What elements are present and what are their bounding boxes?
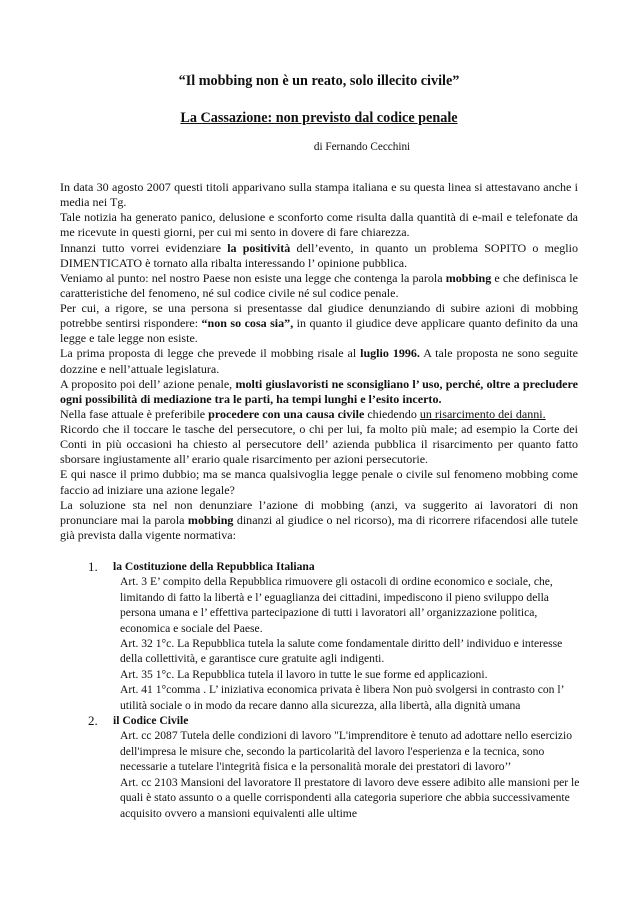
body-paragraph bbox=[60, 180, 578, 210]
body-paragraph bbox=[60, 346, 578, 376]
bold-text: mobbing bbox=[445, 270, 492, 285]
body-paragraph bbox=[60, 241, 578, 271]
document-subtitle: La Cassazione: non previsto dal codice penale bbox=[180, 110, 458, 126]
body-paragraph bbox=[60, 210, 578, 240]
list-text bbox=[120, 574, 583, 713]
paragraph-text: Veniamo al punto: nel nostro Paese non esiste una legge che contenga la parola bbox=[60, 270, 446, 285]
paragraph-text: A proposito poi dell’ azione penale, bbox=[60, 376, 236, 391]
paragraph-text: A tale proposta ne sono seguite dozzine e nell’attuale legislatura. bbox=[60, 346, 579, 376]
bold-text: luglio 1996. bbox=[360, 346, 420, 361]
article-line: Art. cc 2103 Mansioni del lavoratore Il prestatore di lavoro deve essere adibito alle mansioni per le quali è stato assunto o a quelle corrispondenti alla categoria superiore che abbia successivamente acquisito ovvero a mansioni equivalenti alle ultime bbox=[120, 775, 580, 820]
article-body bbox=[60, 180, 578, 543]
author-name: di Fernando Cecchini bbox=[313, 141, 411, 153]
paragraph-text: Per cui, a rigore, se una persona si presentasse dal giudice denunziando di subire azioni di mobbing potrebbe sentirsi rispondere: bbox=[60, 301, 578, 331]
paragraph-text: dinanzi al giudice o nel ricorso), ma di ricorrere rifacendosi alle tutele già prevista dalla vigente normativa: bbox=[60, 512, 578, 542]
article-line: Art. 41 1°comma . L’ iniziativa economica privata è libera Non può svolgersi in contrasto con l’ utilità sociale o in modo da recare danno alla sicurezza, alla libertà, alla dignità umana bbox=[120, 683, 564, 712]
bold-text: la positività bbox=[227, 240, 291, 255]
body-paragraph bbox=[60, 377, 578, 407]
paragraph-text: chiedendo bbox=[364, 406, 420, 421]
article-line: Art. 3 E’ compito della Repubblica rimuovere gli ostacoli di ordine economico e sociale, che, limitando di fatto la libertà e l’ eguaglianza dei cittadini, impediscono il pieno sviluppo della persona umana e l’ effettiva partecipazione di tutti i lavoratori all’ organizzazione politica, economica e sociale del Paese. bbox=[120, 575, 553, 635]
body-paragraph bbox=[60, 301, 578, 346]
author-line bbox=[0, 141, 638, 153]
bold-text: procedere con una causa civile bbox=[208, 406, 365, 421]
bold-text: molti giuslavoristi ne sconsigliano l’ uso, perché, oltre a precludere ogni possibilità di mediazione tra le parti, ha tempi lunghi e l’esito incerto. bbox=[60, 376, 578, 406]
list-number: 1. bbox=[88, 559, 98, 574]
body-paragraph bbox=[60, 407, 578, 422]
paragraph-text: Nella fase attuale è preferibile bbox=[60, 406, 209, 421]
paragraph-text: Ricordo che il toccare le tasche del persecutore, o chi per lui, fa molto più male; ad esempio la Corte dei Conti in più occasioni ha chiesto al persecutore dell’ azienda pubblica il risarcimento per quanto fatto sborsare ingiustamente all’ erario quale risarcimento per azioni persecutorie. bbox=[60, 422, 578, 467]
paragraph-text: La prima proposta di legge che prevede il mobbing risale al bbox=[60, 346, 361, 361]
paragraph-text: dell’evento, in quanto un problema SOPITO o meglio DIMENTICATO è tornato alla ribalta interessando l’ opinione pubblica. bbox=[60, 240, 578, 270]
document-title: “Il mobbing non è un reato, solo illecito civile” bbox=[178, 73, 460, 89]
paragraph-text: In data 30 agosto 2007 questi titoli apparivano sulla stampa italiana e su questa linea si attestavano anche i media nei Tg. bbox=[60, 180, 578, 210]
list-heading: il Codice Civile bbox=[113, 714, 189, 728]
article-line: Art. 32 1°c. La Repubblica tutela la salute come fondamentale diritto dell’ individuo e interesse della collettività, e garantisce cure gratuite agli indigenti. bbox=[120, 637, 563, 666]
paragraph-text: E qui nasce il primo dubbio; ma se manca qualsivoglia legge penale o civile sul fenomeno mobbing come faccio ad iniziare una azione legale? bbox=[60, 467, 578, 497]
paragraph-text: Tale notizia ha generato panico, delusione e sconforto come risulta dalla quantità di e-mail e telefonate da me ricevute in questi giorni, per cui mi sento in dovere di fare chiarezza. bbox=[60, 210, 578, 240]
list-heading: la Costituzione della Repubblica Italiana bbox=[113, 560, 315, 573]
list-item bbox=[88, 713, 583, 821]
paragraph-text: Innanzi tutto vorrei evidenziare bbox=[60, 240, 228, 255]
paragraph-text: e che definisca le caratteristiche del fenomeno, né sul codice civile né sul codice penale. bbox=[60, 270, 578, 300]
body-paragraph bbox=[60, 271, 578, 301]
body-paragraph bbox=[60, 422, 578, 467]
list-number: 2. bbox=[88, 713, 98, 729]
legal-references-list bbox=[88, 559, 583, 821]
paragraph-text: in quanto il giudice deve applicare quanto definito da una legge e tale legge non esiste. bbox=[60, 316, 578, 346]
article-line: Art. cc 2087 Tutela delle condizioni di lavoro "L'imprenditore è tenuto ad adottare nello esercizio dell'impresa le misure che, secondo la particolarità del lavoro l'esperienza e la tecnica, sono necessarie a tutelare l'integrità fisica e la personalità morale dei prestatori di lavoro’’ bbox=[120, 729, 573, 774]
article-line: Art. 35 1°c. La Repubblica tutela il lavoro in tutte le sue forme ed applicazioni. bbox=[120, 667, 488, 681]
paragraph-text: La soluzione sta nel non denunziare l’azione di mobbing (anzi, va suggerito ai lavoratori di non pronunciare mai la parola bbox=[60, 497, 578, 527]
body-paragraph bbox=[60, 467, 578, 497]
list-item bbox=[88, 559, 583, 713]
list-text bbox=[120, 728, 583, 820]
body-paragraph bbox=[60, 498, 578, 543]
bold-text: mobbing bbox=[187, 512, 234, 527]
bold-text: “non so cosa sia”, bbox=[201, 316, 294, 331]
underlined-text: un risarcimento dei danni. bbox=[419, 406, 546, 421]
